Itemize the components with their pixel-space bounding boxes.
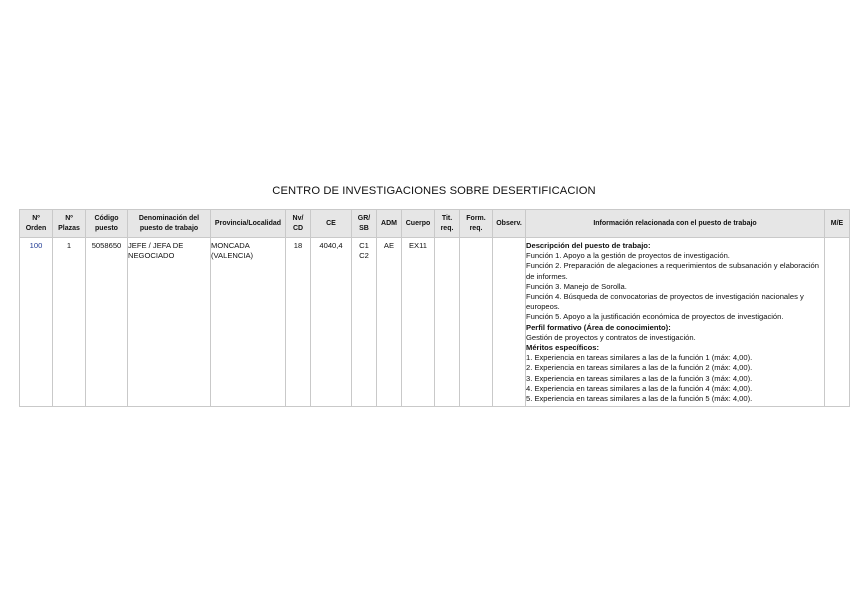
col-info-header: Información relacionada con el puesto de trabajo (526, 210, 825, 238)
positions-table (19, 209, 850, 407)
col-adm-header: ADM (377, 210, 402, 238)
col-tit-header: Tit. req. (435, 210, 460, 238)
col-grupo-header: GR/ SB (352, 210, 377, 238)
merito-item: 2. Experiencia en tareas similares a las de la función 2 (máx: 4,00). (526, 363, 753, 373)
col-plazas-header: Nº Plazas (53, 210, 86, 238)
col-observ-header: Observ. (493, 210, 526, 238)
funcion-item: Función 3. Manejo de Sorolla. (526, 281, 627, 291)
cell-provincia: MONCADA (VALENCIA) (211, 238, 286, 407)
perfil-heading: Perfil formativo (Área de conocimiento): (526, 322, 671, 332)
meritos-heading: Méritos específicos: (526, 343, 600, 353)
page-title: CENTRO DE INVESTIGACIONES SOBRE DESERTIFICACION (272, 185, 596, 197)
table-row (20, 238, 850, 407)
cell-ce: 4040,4 (311, 238, 352, 407)
cell-plazas: 1 (53, 238, 86, 407)
table-header-row (20, 210, 850, 238)
merito-item: 5. Experiencia en tareas similares a las de la función 5 (máx: 4,00). (526, 394, 753, 404)
merito-item: 1. Experiencia en tareas similares a las de la función 1 (máx: 4,00). (526, 353, 753, 363)
col-provincia-header: Provincia/Localidad (211, 210, 286, 238)
funcion-item: Función 5. Apoyo a la justificación económica de proyectos de investigación. (526, 312, 784, 322)
orden-value: 100 (29, 241, 43, 250)
col-orden-header: Nº Orden (20, 210, 53, 238)
merito-item: 3. Experiencia en tareas similares a las de la función 3 (máx: 4,00). (526, 373, 753, 383)
col-nivel-header: Nv/ CD (286, 210, 311, 238)
col-me-header: M/E (825, 210, 850, 238)
cell-me (825, 238, 850, 407)
cell-orden (20, 238, 53, 407)
cell-nivel: 18 (286, 238, 311, 407)
col-form-header: Form. req. (460, 210, 493, 238)
funcion-item: Función 1. Apoyo a la gestión de proyectos de investigación. (526, 251, 730, 261)
col-codigo-header: Código puesto (86, 210, 128, 238)
cell-tit (435, 238, 460, 407)
cell-observ (493, 238, 526, 407)
cell-cuerpo: EX11 (402, 238, 435, 407)
cell-form (460, 238, 493, 407)
merito-item: 4. Experiencia en tareas similares a las de la función 4 (máx: 4,00). (526, 383, 753, 393)
perfil-text: Gestión de proyectos y contratos de investigación. (526, 332, 696, 342)
cell-codigo: 5058650 (86, 238, 128, 407)
cell-info (526, 238, 825, 407)
col-denominacion-header: Denominación del puesto de trabajo (128, 210, 211, 238)
funcion-item: Función 4. Búsqueda de convocatorias de proyectos de investigación nacionales y europeos. (526, 292, 804, 312)
descripcion-heading: Descripción del puesto de trabajo: (526, 241, 651, 250)
cell-grupo: C1 C2 (352, 238, 377, 407)
col-cuerpo-header: Cuerpo (402, 210, 435, 238)
cell-adm: AE (377, 238, 402, 407)
funcion-item: Función 2. Preparación de alegaciones a requerimientos de subsanación y elaboración de informes. (526, 261, 819, 281)
col-ce-header: CE (311, 210, 352, 238)
cell-denominacion: JEFE / JEFA DE NEGOCIADO (128, 238, 211, 407)
